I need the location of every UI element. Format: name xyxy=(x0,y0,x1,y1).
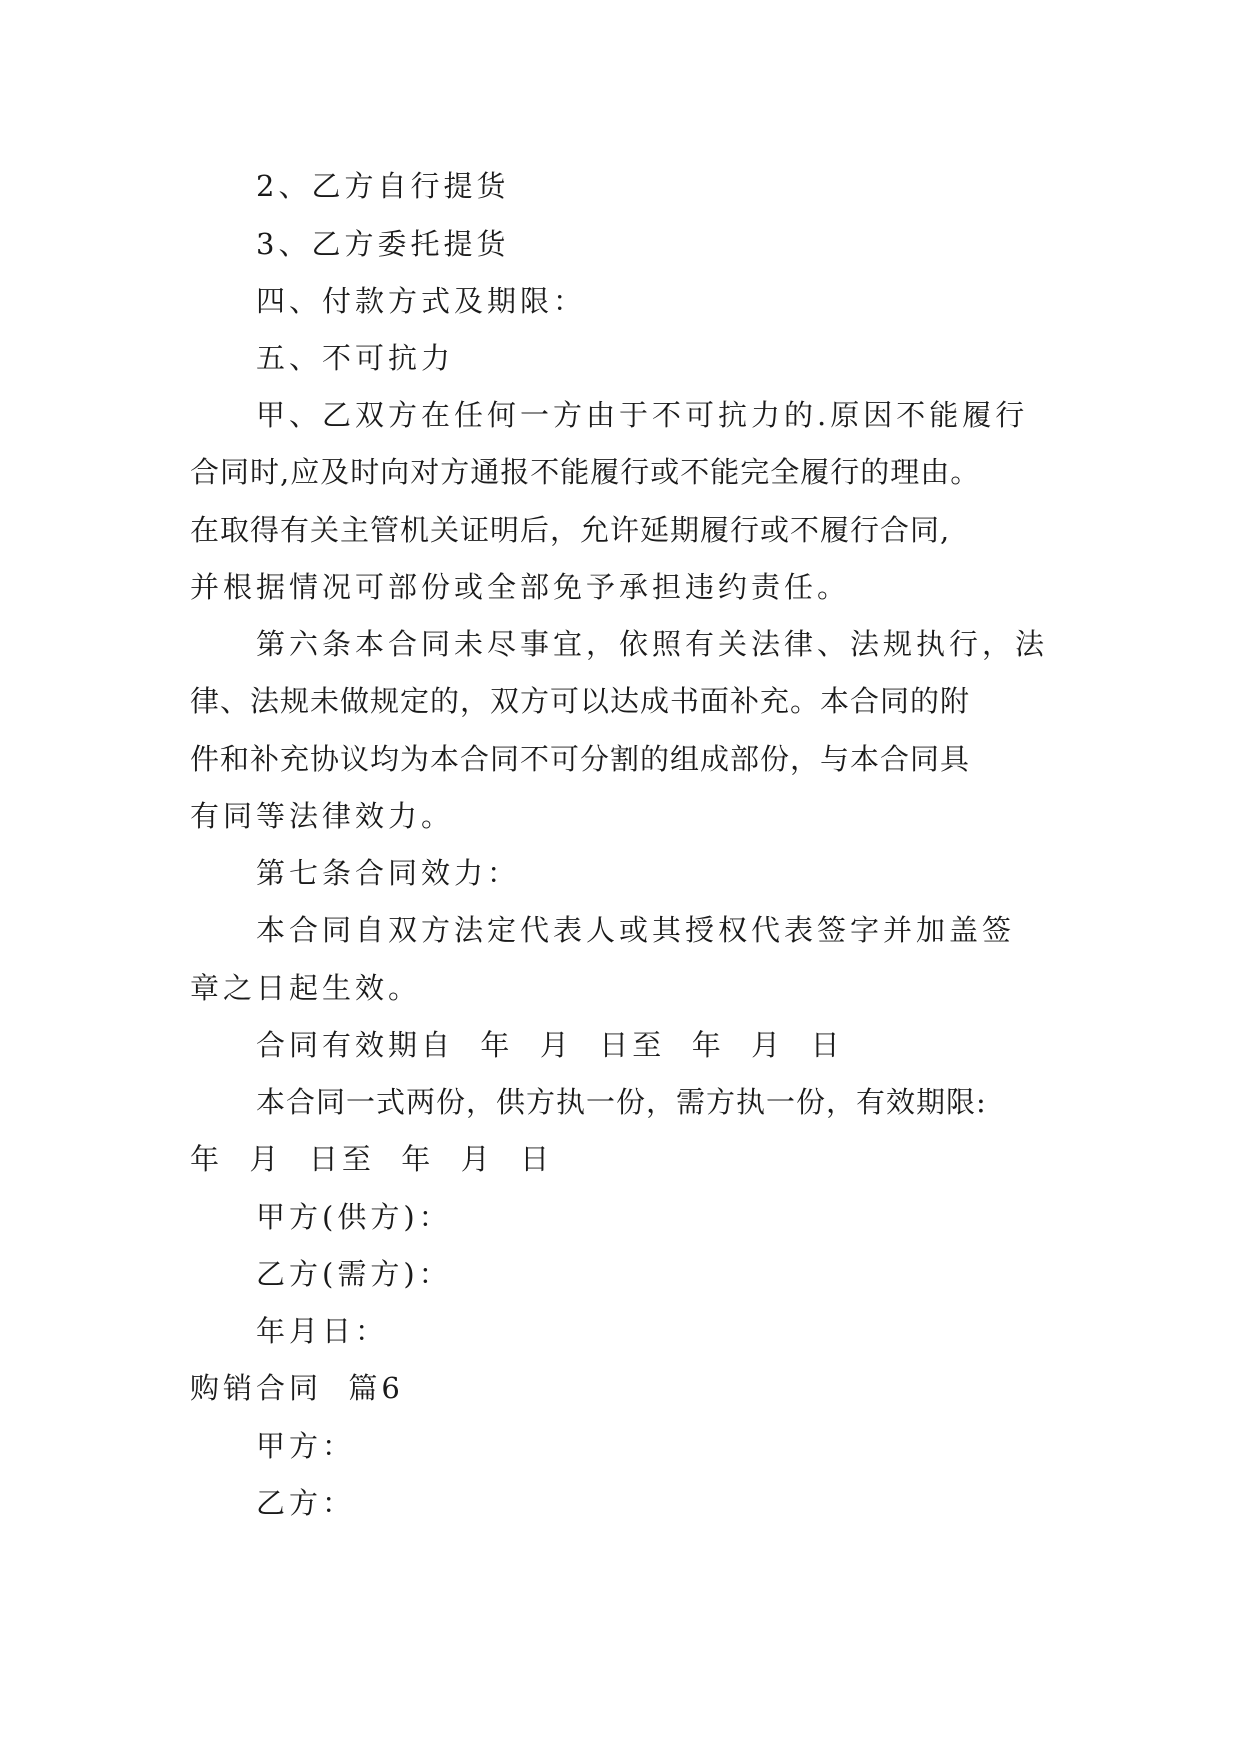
paragraph-line: 章之日起生效。 xyxy=(190,971,422,1005)
contract-title: 购销合同 篇6 xyxy=(190,1371,404,1405)
paragraph-line: 第六条本合同未尽事宜，依照有关法律、法规执行，法 xyxy=(256,627,1049,661)
party-b-signature-label: 乙方(需方)： xyxy=(256,1257,452,1291)
section-heading: 四、付款方式及期限： xyxy=(256,284,587,318)
party-a-signature-label: 甲方(供方)： xyxy=(256,1200,452,1234)
section-heading: 第七条合同效力： xyxy=(256,856,521,890)
paragraph-line: 件和补充协议均为本合同不可分割的组成部份，与本合同具 xyxy=(190,742,971,776)
validity-line: 合同有效期自 年 月 日至 年 月 日 xyxy=(256,1028,844,1062)
paragraph-line: 合同时,应及时向对方通报不能履行或不能完全履行的理由。 xyxy=(190,455,981,489)
paragraph-line: 律、法规未做规定的，双方可以达成书面补充。本合同的附 xyxy=(190,684,971,718)
party-a-label: 甲方： xyxy=(256,1429,356,1463)
paragraph-line: 在取得有关主管机关证明后，允许延期履行或不履行合同, xyxy=(190,513,951,547)
clause-line: 2、乙方自行提货 xyxy=(256,169,510,203)
paragraph-line: 甲、乙双方在任何一方由于不可抗力的.原因不能履行 xyxy=(256,398,1029,432)
clause-line: 3、乙方委托提货 xyxy=(256,227,510,261)
party-b-label: 乙方： xyxy=(256,1486,356,1520)
validity-line: 年 月 日至 年 月 日 xyxy=(190,1142,554,1176)
paragraph-line: 有同等法律效力。 xyxy=(190,799,455,833)
paragraph-line: 并根据情况可部份或全部免予承担违约责任。 xyxy=(190,570,851,604)
paragraph-line: 本合同一式两份，供方执一份，需方执一份，有效期限: xyxy=(256,1085,987,1119)
section-heading: 五、不可抗力 xyxy=(256,341,455,375)
paragraph-line: 本合同自双方法定代表人或其授权代表签字并加盖签 xyxy=(256,913,1016,947)
date-label: 年月日： xyxy=(256,1314,389,1348)
